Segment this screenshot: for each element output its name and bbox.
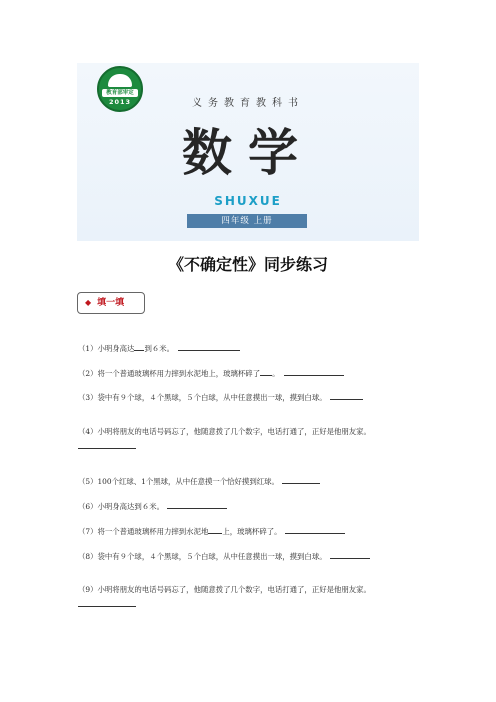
question-text: 上，玻璃杯碎了。 (222, 527, 282, 536)
question-text: （8）袋中有９个球，４个黑球，５个白球，从中任意摸出一球，摸到白球。 (78, 552, 327, 561)
question-2 (78, 366, 422, 381)
answer-blank[interactable] (330, 550, 370, 559)
book-icon (108, 74, 132, 87)
inline-blank[interactable] (260, 367, 272, 376)
cover-series: 义务教育教科书 (192, 98, 304, 109)
answer-blank[interactable] (282, 475, 320, 484)
cover-pinyin: SHUXUE (214, 194, 282, 208)
seal-year: 2013 (108, 98, 132, 106)
question-text: （9）小明将朋友的电话号码忘了，他随意拨了几个数字，电话打通了，正好是他朋友家。 (78, 585, 371, 594)
section-label: 填一填 (97, 298, 125, 308)
question-text: （4）小明将朋友的电话号码忘了，他随意拨了几个数字，电话打通了，正好是他朋友家。 (78, 427, 371, 436)
question-text: （6）小明身高达到６米。 (78, 502, 165, 511)
question-6 (78, 499, 422, 514)
textbook-cover (77, 63, 419, 241)
section-tag (77, 292, 145, 314)
question-text: 到６米。 (144, 344, 175, 353)
cover-grade: 四年级 上册 (187, 214, 307, 228)
question-4 (78, 424, 422, 454)
answer-blank[interactable] (167, 500, 227, 509)
answer-blank[interactable] (284, 367, 344, 376)
answer-blank[interactable] (330, 391, 363, 400)
answer-blank[interactable] (78, 598, 136, 607)
answer-blank[interactable] (285, 525, 345, 534)
diamond-icon: ◆ (85, 298, 92, 307)
question-5 (78, 474, 422, 489)
page-title: 《不确定性》同步练习 (167, 255, 328, 274)
inline-blank[interactable] (134, 342, 144, 351)
question-1 (78, 341, 422, 356)
question-text: （3）袋中有９个球，４个黑球，５个白球，从中任意摸出一球，摸到白球。 (78, 393, 327, 402)
question-text: （1）小明身高达 (78, 344, 135, 353)
answer-blank[interactable] (78, 440, 136, 449)
answer-blank[interactable] (178, 342, 240, 351)
question-text: （5）100个红球、1个黑球，从中任意摸一个恰好摸到红球。 (78, 477, 279, 486)
question-text: 。 (272, 369, 280, 378)
seal-text: 教育部审定 (102, 89, 138, 97)
question-8 (78, 549, 422, 564)
question-7 (78, 524, 422, 539)
question-text: （2）将一个普通玻璃杯用力摔到水泥地上，玻璃杯碎了 (78, 369, 261, 378)
cover-subject: 数学 (182, 124, 314, 182)
question-3 (78, 390, 422, 405)
question-text: （7）将一个普通玻璃杯用力摔到水泥地 (78, 527, 209, 536)
inline-blank[interactable] (208, 525, 222, 534)
question-9 (78, 582, 422, 612)
